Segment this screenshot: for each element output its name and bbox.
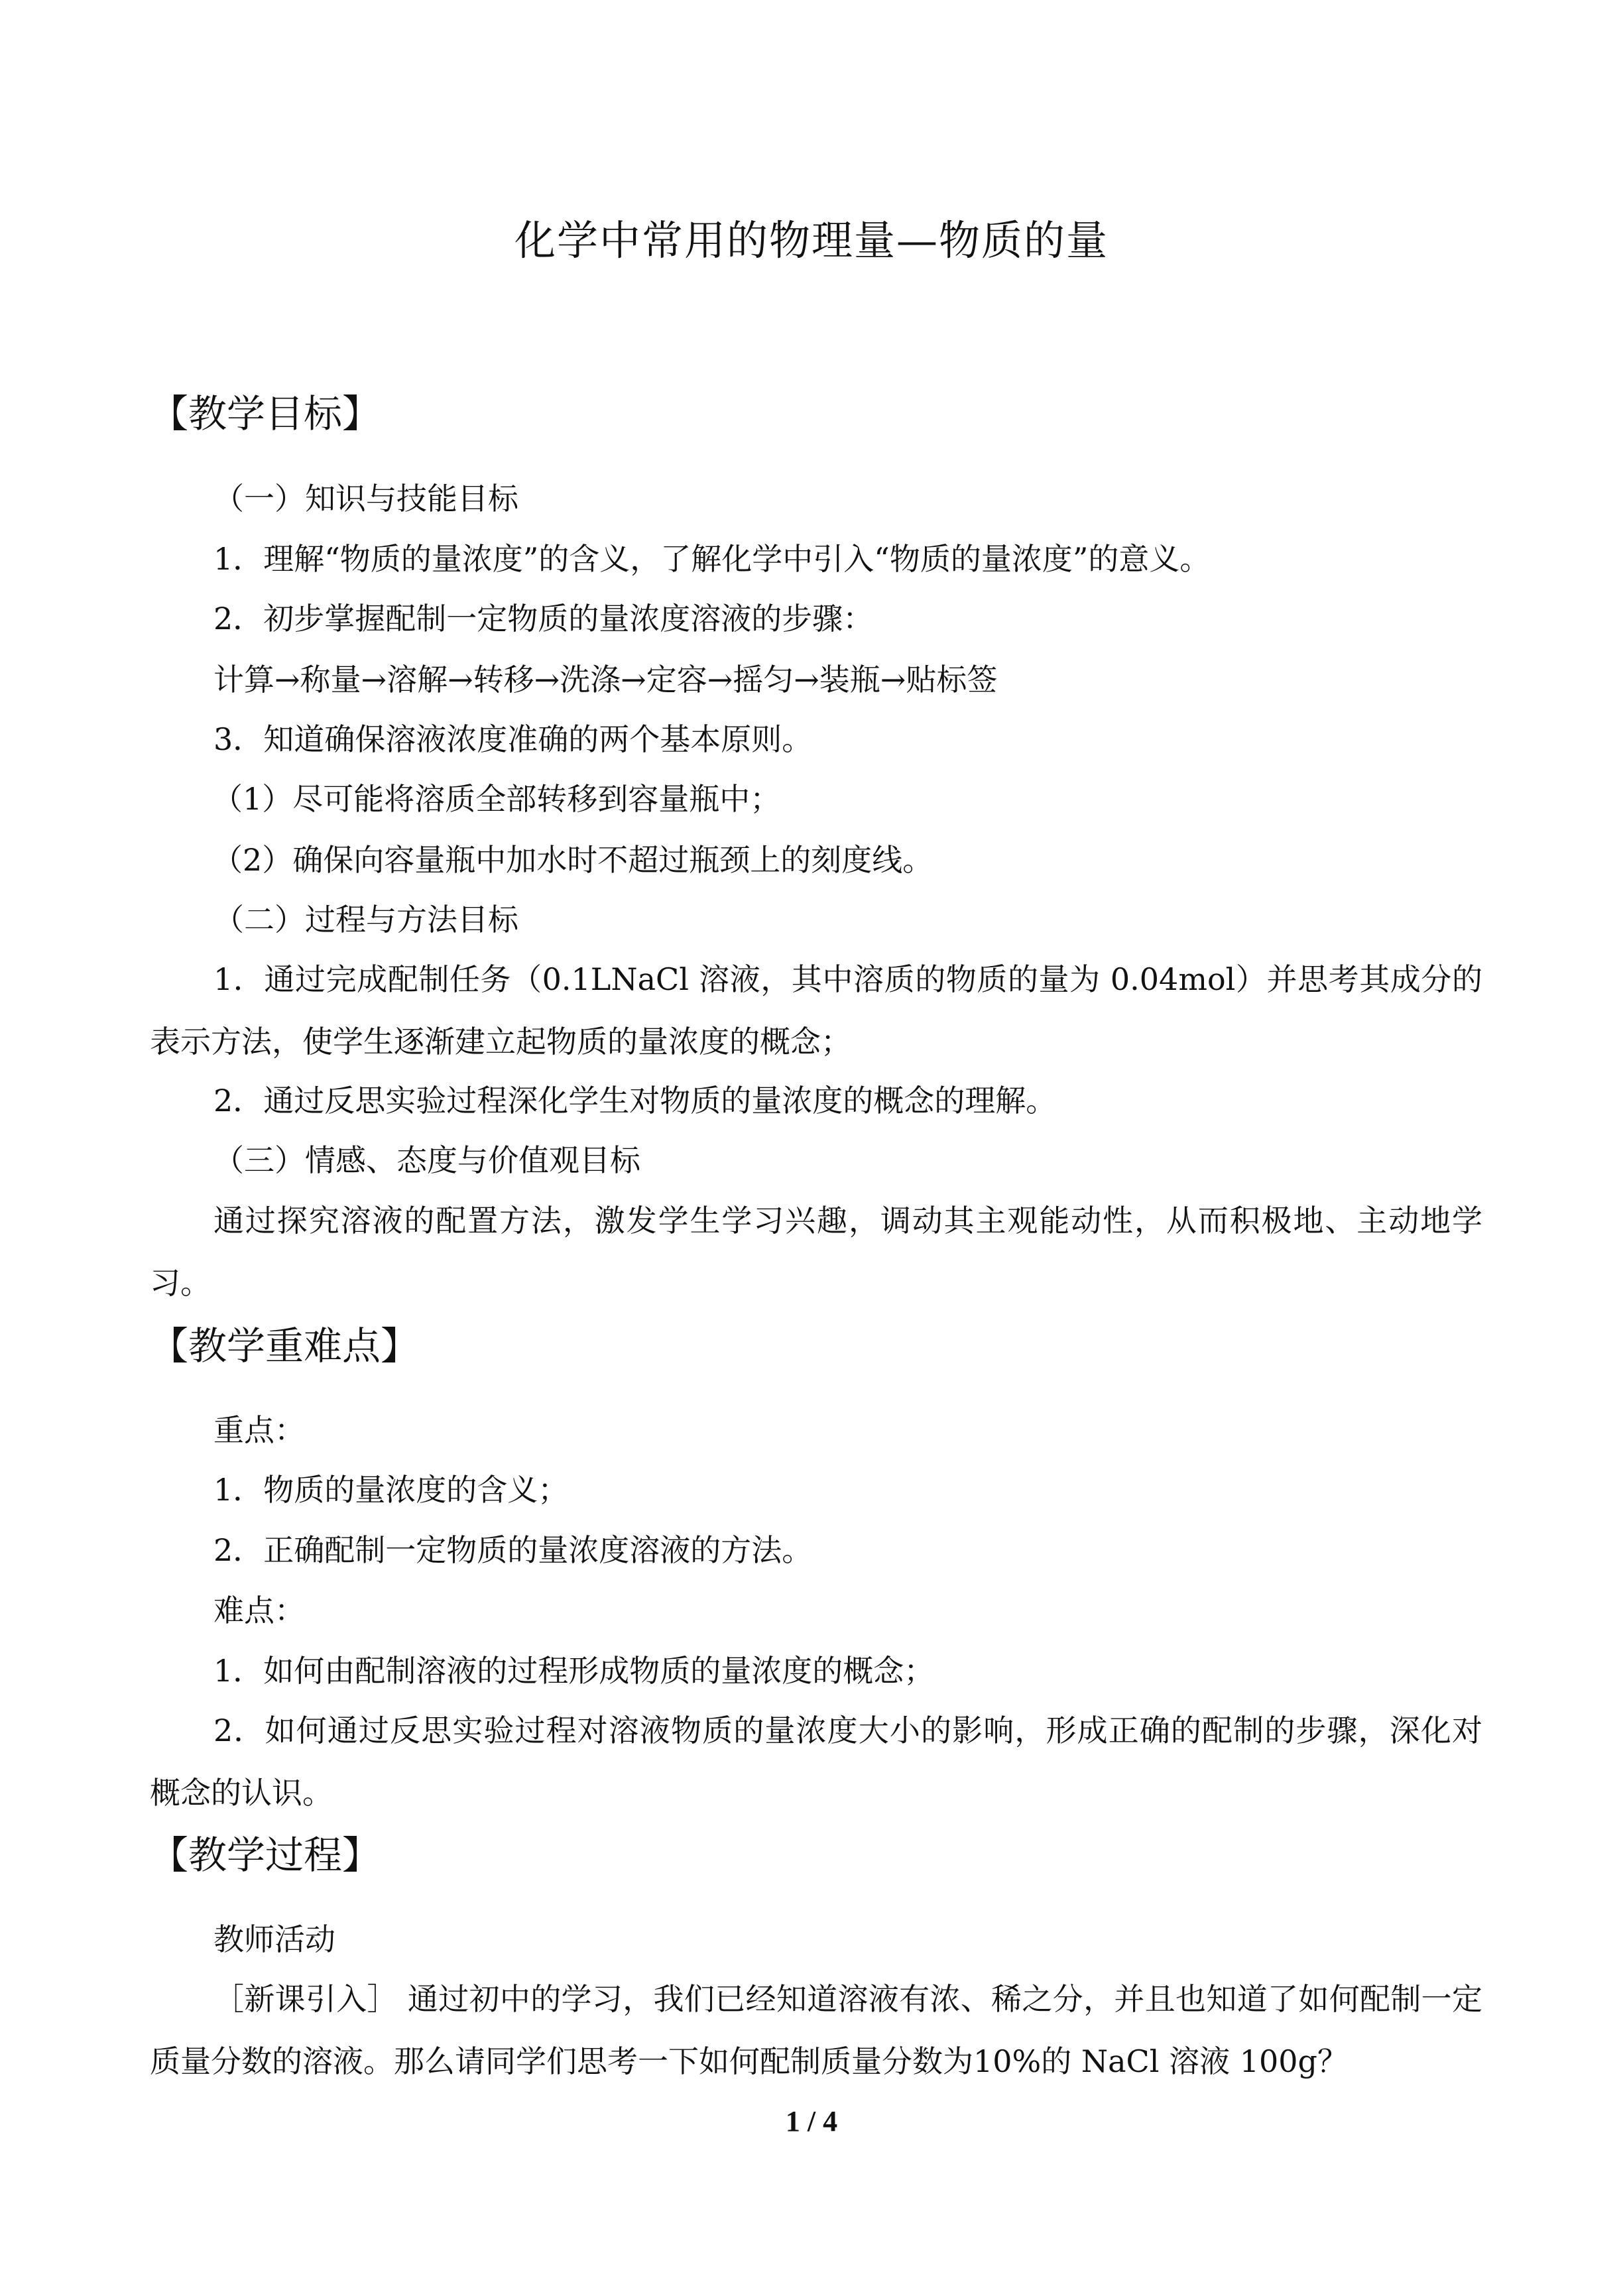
teacher-activity-label: 教师活动 — [213, 1921, 335, 1957]
goal-knowledge-2: 2．初步掌握配制一定物质的量浓度溶液的步骤： — [213, 601, 874, 636]
goal-method-2: 2．通过反思实验过程深化学生对物质的量浓度的概念的理解。 — [213, 1083, 1057, 1118]
key-point-1: 1．物质的量浓度的含义； — [213, 1472, 569, 1508]
goal-method-1: 1．通过完成配制任务（0.1LNaCl 溶液，其中溶质的物质的量为 0.04mol）并思考其成分的表示方法，使学生逐渐建立起物质的量浓度的概念； — [150, 961, 1482, 1059]
difficulty-label: 难点： — [213, 1593, 305, 1628]
section-heading-goals: 【教学目标】 — [150, 391, 381, 436]
subheading-knowledge-skills: （一）知识与技能目标 — [213, 481, 518, 516]
key-points-label: 重点： — [213, 1412, 305, 1448]
section-heading-key-points: 【教学重难点】 — [150, 1323, 420, 1368]
principle-1: （1）尽可能将溶质全部转移到容量瓶中； — [212, 781, 781, 817]
section-heading-process: 【教学过程】 — [150, 1833, 381, 1878]
new-lesson-intro: ［新课引入］ 通过初中的学习，我们已经知道溶液有浓、稀之分，并且也知道了如何配制一定质量分数的溶液。那么请同学们思考一下如何配制质量分数为10%的 NaCl 溶液 100g？ — [150, 1981, 1482, 2079]
principle-2: （2）确保向容量瓶中加水时不超过瓶颈上的刻度线。 — [212, 842, 933, 878]
key-point-2: 2．正确配制一定物质的量浓度溶液的方法。 — [213, 1532, 813, 1568]
goal-knowledge-3: 3．知道确保溶液浓度准确的两个基本原则。 — [213, 721, 813, 757]
subheading-emotion-values: （三）情感、态度与价值观目标 — [213, 1142, 640, 1178]
page-number: 1 / 4 — [785, 2105, 838, 2138]
goal-knowledge-1: 1．理解“物质的量浓度”的含义，了解化学中引入“物质的量浓度”的意义。 — [213, 541, 1211, 577]
subheading-process-method: （二）过程与方法目标 — [213, 902, 518, 937]
goal-emotion-1: 通过探究溶液的配置方法，激发学生学习兴趣，调动其主观能动性，从而积极地、主动地学习。 — [150, 1203, 1482, 1301]
document-title: 化学中常用的物理量—物质的量 — [514, 216, 1109, 265]
difficulty-1: 1．如何由配制溶液的过程形成物质的量浓度的概念； — [213, 1653, 935, 1689]
procedure-steps: 计算→称量→溶解→转移→洗涤→定容→摇匀→装瓶→贴标签 — [213, 662, 998, 697]
difficulty-2: 2．如何通过反思实验过程对溶液物质的量浓度大小的影响，形成正确的配制的步骤，深化对概念的认识。 — [150, 1713, 1482, 1811]
